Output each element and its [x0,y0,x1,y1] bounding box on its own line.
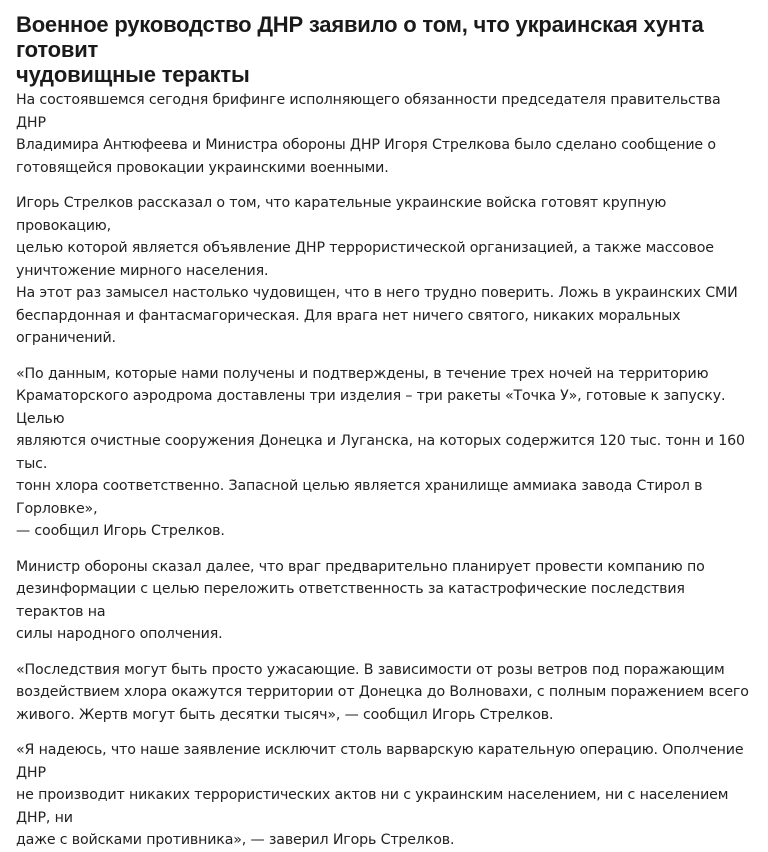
article-paragraph-4: Министр обороны сказал далее, что враг предварительно планирует провести компанию по дезинформации с целью переложить ответственность за катастрофические последствия терактов на силы народного ополчения. [16,558,705,642]
article-paragraph-6: «Я надеюсь, что наше заявление исключит столь варварскую карательную операцию. Ополчение ДНР не производит никаких террористических актов ни с украинским населением, ни с населением ДНР, ни даже с войсками противника», — заверил Игорь Стрелков. [16,742,744,848]
article-title: Военное руководство ДНР заявило о том, что украинская хунта готовит чудовищные теракты [16,12,704,87]
article [16,12,754,852]
article-paragraph-2: Игорь Стрелков рассказал о том, что карательные украинские войска готовят крупную провокацию, целью которой является объявление ДНР террористической организацией, а также массовое уничтожение мирного населения. На этот раз замысел настолько чудовищен, что в него трудно поверить. Ложь в украинских СМИ беспардонная и фантасмагорическая. Для врага нет ничего святого, никаких моральных ограничений. [16,195,738,346]
article-paragraph-5: «Последствия могут быть просто ужасающие. В зависимости от розы ветров под поражающим воздействием хлора окажутся территории от Донецка до Волновахи, с полным поражением всего живого. Жертв могут быть десятки тысяч», — сообщил Игорь Стрелков. [16,661,749,723]
article-paragraph-1: На состоявшемся сегодня брифинге исполняющего обязанности председателя правительства ДНР Владимира Антюфеева и Министра обороны ДНР Игоря Стрелкова было сделано сообщение о готовящейся провокации украинскими военными. [16,92,721,176]
article-paragraph-3: «По данным, которые нами получены и подтверждены, в течение трех ночей на территорию Краматорского аэродрома доставлены три изделия – три ракеты «Точка У», готовые к запуску. Целью являются очистные сооружения Донецка и Луганска, на которых содержится 120 тыс. тонн и 160 тыс. тонн хлора соответственно. Запасной целью является хранилище аммиака завода Стирол в Горловке», — сообщил Игорь Стрелков. [16,365,745,539]
